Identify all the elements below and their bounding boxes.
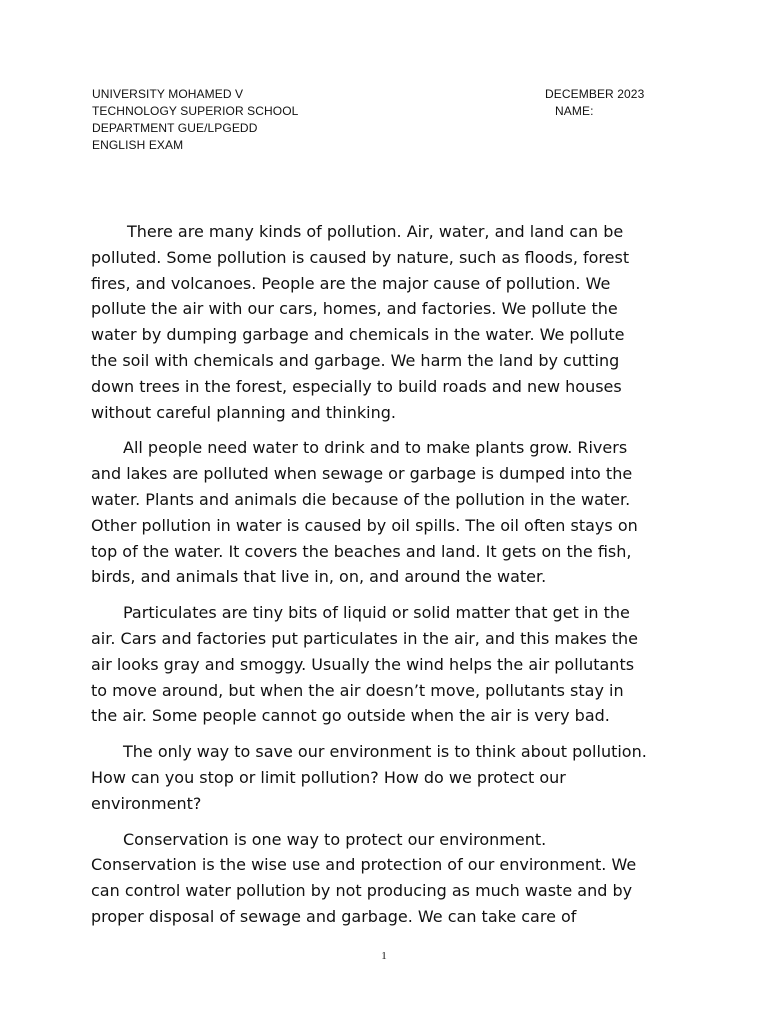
page-number: 1: [381, 950, 387, 962]
university-name: UNIVERSITY MOHAMED V: [92, 87, 244, 101]
text-line: How can you stop or limit pollution? How do we protect our: [91, 767, 566, 787]
exam-title: ENGLISH EXAM: [92, 138, 184, 152]
text-line: can control water pollution by not producing as much waste and by: [91, 881, 633, 901]
text-line: to move around, but when the air doesn’t move, pollutants stay in: [91, 680, 624, 700]
text-line: the soil with chemicals and garbage. We harm the land by cutting: [91, 350, 620, 370]
text-line: Conservation is the wise use and protection of our environment. We: [91, 855, 637, 875]
text-line: environment?: [91, 793, 202, 813]
name-label: NAME:: [555, 104, 594, 118]
text-line: water. Plants and animals die because of the pollution in the water.: [91, 489, 631, 509]
text-line: pollute the air with our cars, homes, and factories. We pollute the: [91, 299, 618, 319]
text-line: water by dumping garbage and chemicals in the water. We pollute: [91, 325, 625, 345]
text-line: The only way to save our environment is to think about pollution.: [123, 742, 647, 762]
text-line: fires, and volcanoes. People are the major cause of pollution. We: [91, 273, 611, 293]
text-line: Particulates are tiny bits of liquid or solid matter that get in the: [123, 603, 630, 623]
text-line: polluted. Some pollution is caused by nature, such as floods, forest: [91, 247, 630, 267]
text-line: the air. Some people cannot go outside when the air is very bad.: [91, 706, 610, 726]
paragraph-5: [91, 827, 679, 930]
text-line: proper disposal of sewage and garbage. We can take care of: [91, 906, 577, 926]
date-name-block: [545, 86, 644, 120]
text-line: birds, and animals that live in, on, and around the water.: [91, 567, 547, 587]
reading-passage: [91, 219, 679, 940]
paragraph-4: [91, 739, 679, 816]
exam-date: DECEMBER 2023: [545, 87, 645, 101]
institution-block: [92, 86, 298, 154]
paragraph-3: [91, 600, 679, 729]
text-line: top of the water. It covers the beaches and land. It gets on the fish,: [91, 541, 632, 561]
text-line: Other pollution in water is caused by oil spills. The oil often stays on: [91, 515, 638, 535]
text-line: Conservation is one way to protect our environment.: [123, 829, 547, 849]
department-name: DEPARTMENT GUE/LPGEDD: [92, 121, 258, 135]
text-line: down trees in the forest, especially to build roads and new houses: [91, 376, 622, 396]
text-line: There are many kinds of pollution. Air, water, and land can be: [127, 222, 624, 241]
school-name: TECHNOLOGY SUPERIOR SCHOOL: [92, 104, 299, 118]
text-line: and lakes are polluted when sewage or garbage is dumped into the: [91, 464, 633, 484]
paragraph-2: [91, 435, 679, 590]
text-line: All people need water to drink and to make plants grow. Rivers: [123, 438, 628, 458]
text-line: without careful planning and thinking.: [91, 402, 397, 422]
text-line: air. Cars and factories put particulates in the air, and this makes the: [91, 628, 639, 648]
text-line: air looks gray and smoggy. Usually the wind helps the air pollutants: [91, 654, 635, 674]
paragraph-1: [91, 219, 679, 425]
